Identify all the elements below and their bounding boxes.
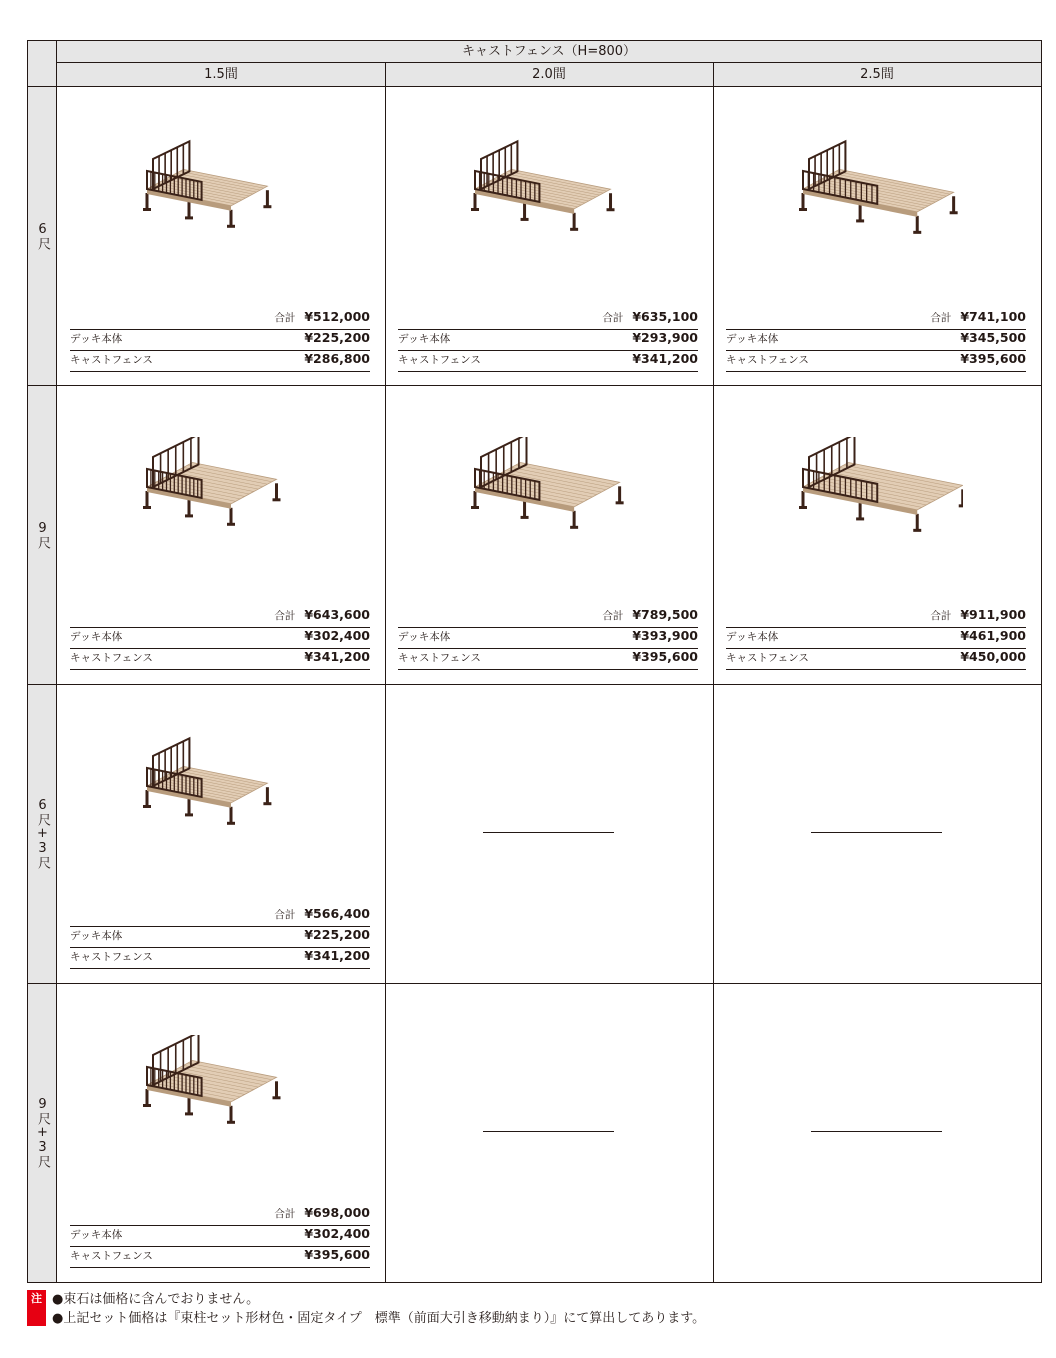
row-label-9shaku-3shaku: 9尺+3尺 [35, 1097, 50, 1168]
fence-price: ¥450,000 [960, 649, 1026, 664]
price-list [70, 309, 370, 372]
not-available-dash [483, 1131, 614, 1132]
deck-row [398, 628, 698, 649]
price-cell [385, 684, 713, 982]
deck-illustration [793, 437, 963, 557]
deck-row [70, 628, 370, 649]
column-header-1-5: 1.5間 [57, 63, 385, 87]
deck-illustration [137, 736, 307, 856]
total-row [726, 309, 1026, 330]
deck-illustration [793, 139, 963, 259]
deck-price: ¥293,900 [632, 330, 698, 345]
fence-label: キャストフェンス [70, 354, 153, 366]
deck-row [70, 927, 370, 948]
deck-row [70, 330, 370, 351]
deck-label: デッキ本体 [726, 631, 779, 643]
total-row [398, 607, 698, 628]
price-cell [385, 385, 713, 683]
fence-price: ¥341,200 [304, 649, 370, 664]
note-badge: 注 [27, 1290, 46, 1326]
total-price: ¥635,100 [632, 309, 698, 324]
fence-label: キャストフェンス [726, 652, 809, 664]
deck-price: ¥393,900 [632, 628, 698, 643]
price-cell [57, 983, 385, 1281]
fence-row [70, 649, 370, 670]
price-cell [57, 684, 385, 982]
fence-price: ¥395,600 [304, 1247, 370, 1262]
total-label: 合計 [602, 312, 624, 324]
deck-row [70, 1226, 370, 1247]
deck-label: デッキ本体 [70, 1229, 123, 1241]
fence-price: ¥341,200 [632, 351, 698, 366]
total-price: ¥789,500 [632, 607, 698, 622]
deck-label: デッキ本体 [70, 333, 123, 345]
total-price: ¥566,400 [304, 906, 370, 921]
total-row [726, 607, 1026, 628]
total-label: 合計 [274, 909, 296, 921]
row-label-9shaku: 9尺 [35, 520, 50, 549]
deck-illustration [137, 437, 307, 557]
fence-price: ¥395,600 [632, 649, 698, 664]
table-corner [28, 41, 57, 87]
total-row [70, 309, 370, 330]
deck-price: ¥302,400 [304, 1226, 370, 1241]
price-cell [57, 87, 385, 385]
deck-illustration [465, 139, 635, 259]
deck-illustration [465, 437, 635, 557]
total-price: ¥741,100 [960, 309, 1026, 324]
deck-label: デッキ本体 [70, 930, 123, 942]
table-header: キャストフェンス（H=800） [57, 41, 1041, 63]
total-label: 合計 [274, 312, 296, 324]
fence-price: ¥395,600 [960, 351, 1026, 366]
total-label: 合計 [274, 610, 296, 622]
deck-price: ¥345,500 [960, 330, 1026, 345]
deck-row [726, 330, 1026, 351]
fence-price: ¥286,800 [304, 351, 370, 366]
fence-row [726, 351, 1026, 372]
fence-label: キャストフェンス [70, 951, 153, 963]
total-price: ¥911,900 [960, 607, 1026, 622]
deck-illustration [137, 139, 307, 259]
price-cell [713, 385, 1041, 683]
total-price: ¥643,600 [304, 607, 370, 622]
price-list [70, 607, 370, 670]
total-row [70, 906, 370, 927]
row-label-6shaku-3shaku: 6尺+3尺 [35, 798, 50, 869]
fence-label: キャストフェンス [398, 354, 481, 366]
fence-label: キャストフェンス [398, 652, 481, 664]
not-available-dash [811, 832, 942, 833]
deck-label: デッキ本体 [398, 333, 451, 345]
total-price: ¥512,000 [304, 309, 370, 324]
deck-price: ¥225,200 [304, 927, 370, 942]
not-available-dash [483, 832, 614, 833]
deck-price: ¥461,900 [960, 628, 1026, 643]
total-price: ¥698,000 [304, 1205, 370, 1220]
deck-price: ¥225,200 [304, 330, 370, 345]
total-label: 合計 [930, 312, 952, 324]
price-list [70, 1205, 370, 1268]
column-header-2-5: 2.5間 [713, 63, 1041, 87]
price-cell [385, 983, 713, 1281]
note-line: ●上記セット価格は『束柱セット形材色・固定タイプ 標準（前面大引き移動納まり）』にて算出してあります。 [52, 1311, 706, 1326]
price-cell [57, 385, 385, 683]
price-cell [713, 983, 1041, 1281]
not-available-dash [811, 1131, 942, 1132]
fence-row [726, 649, 1026, 670]
total-row [70, 1205, 370, 1226]
total-label: 合計 [274, 1208, 296, 1220]
price-cell [713, 684, 1041, 982]
fence-row [70, 948, 370, 969]
deck-row [398, 330, 698, 351]
deck-price: ¥302,400 [304, 628, 370, 643]
price-cell [385, 87, 713, 385]
deck-label: デッキ本体 [726, 333, 779, 345]
total-row [398, 309, 698, 330]
deck-label: デッキ本体 [70, 631, 123, 643]
fence-price: ¥341,200 [304, 948, 370, 963]
note-line: ●束石は価格に含んでおりません。 [52, 1292, 260, 1307]
price-list [398, 309, 698, 372]
price-list [398, 607, 698, 670]
fence-label: キャストフェンス [70, 1250, 153, 1262]
fence-row [398, 649, 698, 670]
price-list [726, 607, 1026, 670]
total-label: 合計 [602, 610, 624, 622]
deck-row [726, 628, 1026, 649]
deck-illustration [137, 1035, 307, 1155]
price-list [70, 906, 370, 969]
fence-label: キャストフェンス [726, 354, 809, 366]
price-cell [713, 87, 1041, 385]
fence-label: キャストフェンス [70, 652, 153, 664]
fence-row [70, 351, 370, 372]
fence-row [398, 351, 698, 372]
deck-label: デッキ本体 [398, 631, 451, 643]
total-label: 合計 [930, 610, 952, 622]
price-table [27, 40, 1042, 1283]
price-list [726, 309, 1026, 372]
total-row [70, 607, 370, 628]
notes [27, 1290, 1027, 1328]
row-label-6shaku: 6尺 [35, 222, 50, 250]
column-header-2-0: 2.0間 [385, 63, 713, 87]
fence-row [70, 1247, 370, 1268]
